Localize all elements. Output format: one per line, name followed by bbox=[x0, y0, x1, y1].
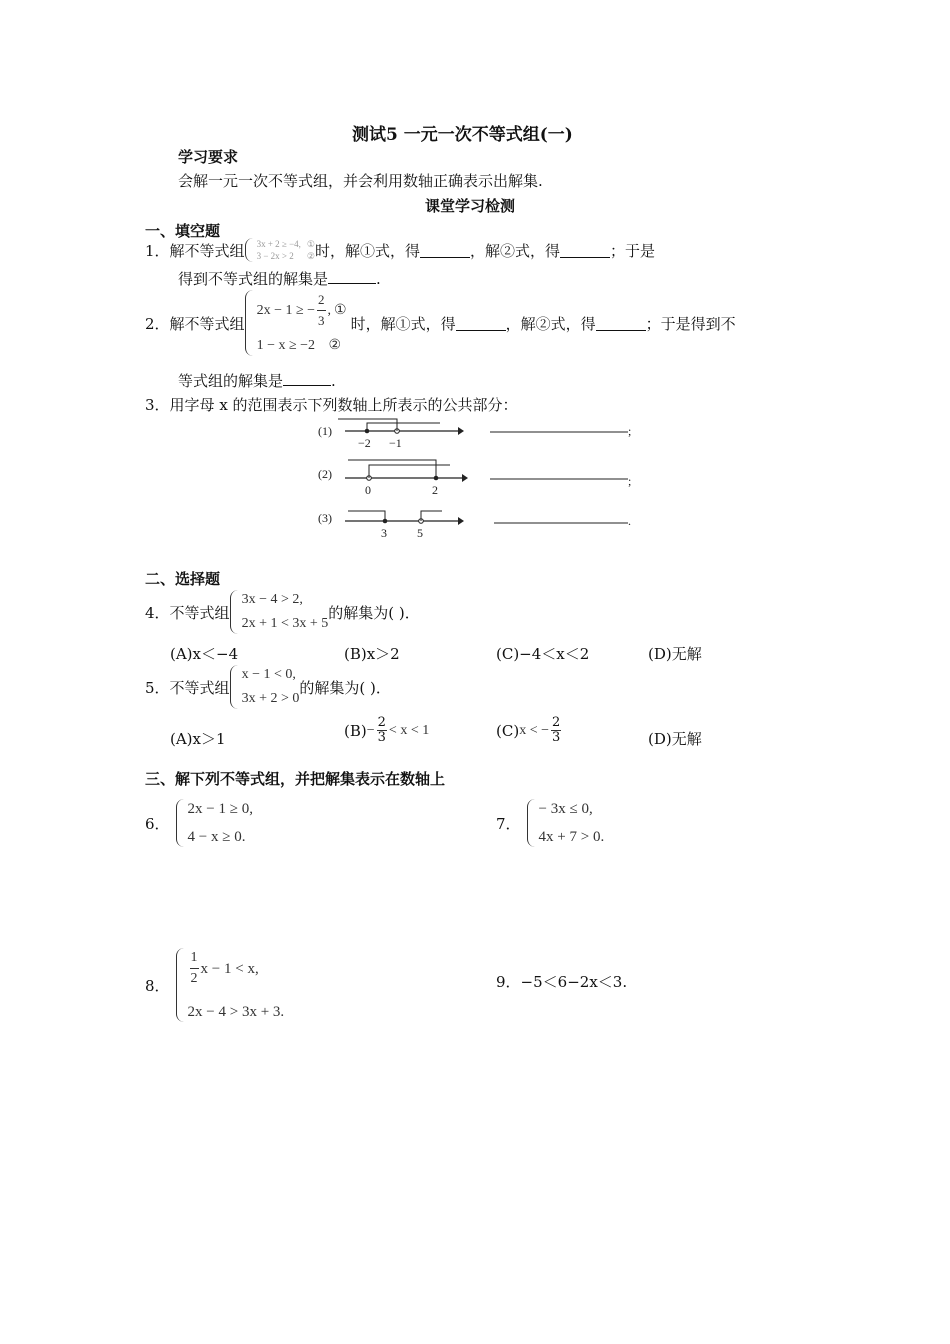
page-title: 测试5 一元一次不等式组(一) bbox=[352, 125, 573, 145]
q9-number: 9． bbox=[496, 973, 521, 991]
q5-option-c-pre: x < − bbox=[519, 722, 549, 738]
q4-prefix: 不等式组 bbox=[169, 603, 230, 622]
number-line-2-tick-b: 2 bbox=[432, 483, 438, 497]
q5-option-b-rest: < x < 1 bbox=[388, 722, 430, 738]
q2-frac-num: 2 bbox=[317, 290, 326, 311]
q1-line2 bbox=[178, 268, 381, 289]
number-line-3-ray-left bbox=[348, 511, 385, 521]
q2-number: 2． bbox=[145, 314, 170, 333]
q5-option-b-den: 3 bbox=[377, 730, 386, 745]
q8-brace bbox=[176, 948, 185, 1022]
q1-line2-text: 得到不等式组的解集是 bbox=[178, 270, 329, 288]
q7-sys-line2: 4x + 7 > 0. bbox=[538, 829, 605, 845]
number-line-3-arrow bbox=[458, 517, 464, 525]
q5-brace bbox=[230, 665, 239, 709]
q8-frac-den: 2 bbox=[190, 971, 198, 986]
question-9 bbox=[496, 971, 627, 992]
number-line-1-ray-right bbox=[367, 423, 440, 431]
q2-line2 bbox=[178, 370, 336, 391]
q4-suffix: 的解集为( )． bbox=[328, 603, 420, 622]
q5-option-b[interactable] bbox=[344, 716, 429, 745]
q4-sys-line2: 2x + 1 < 3x + 5 bbox=[241, 616, 329, 631]
q1-sys-line2: 3 − 2x > 2 bbox=[256, 251, 294, 261]
question-8 bbox=[145, 948, 284, 1022]
number-line-1-end: ; bbox=[628, 424, 632, 438]
q1-end: . bbox=[376, 270, 381, 288]
number-line-1-tick-b: −1 bbox=[389, 436, 402, 450]
q7-sys-line1: − 3x ≤ 0, bbox=[538, 801, 593, 817]
q1-system bbox=[245, 238, 315, 262]
number-line-3-tick-b: 5 bbox=[417, 526, 423, 540]
number-lines-figure bbox=[310, 415, 650, 545]
q2-frac-den: 3 bbox=[318, 313, 325, 328]
q4-brace bbox=[230, 590, 239, 634]
q2-sys-line2-text: 1 − x ≥ −2 bbox=[256, 338, 316, 353]
q5-sys-line1: x − 1 < 0, bbox=[241, 667, 296, 682]
q1-blank1[interactable] bbox=[420, 243, 470, 258]
question-7 bbox=[496, 799, 604, 847]
q4-number: 4． bbox=[145, 603, 170, 622]
q1-number: 1． bbox=[145, 241, 170, 260]
q2-blank1[interactable] bbox=[456, 316, 506, 331]
q2-system bbox=[245, 290, 347, 356]
q8-frac-num: 1 bbox=[190, 948, 199, 969]
q5-option-a[interactable]: (A)x＞1 bbox=[170, 730, 226, 748]
q2-text3: ；于是得到不 bbox=[645, 314, 736, 333]
q5-option-b-label: (B) bbox=[344, 721, 367, 740]
number-line-3-label: (3) bbox=[318, 511, 332, 525]
q5-number: 5． bbox=[145, 678, 170, 697]
part3-heading: 三、解下列不等式组，并把解集表示在数轴上 bbox=[145, 770, 446, 788]
requirements-text: 会解一元一次不等式组，并会利用数轴正确表示出解集. bbox=[178, 172, 543, 190]
q5-option-b-fraction bbox=[377, 716, 387, 745]
q3-text: 用字母 x 的范围表示下列数轴上所表示的公共部分： bbox=[169, 396, 518, 414]
q2-text1: 时，解①式，得 bbox=[350, 314, 456, 333]
q8-number: 8． bbox=[145, 976, 170, 995]
question-2 bbox=[145, 290, 736, 356]
q2-end: . bbox=[331, 372, 336, 390]
q6-brace bbox=[176, 799, 185, 847]
q1-text2: ，解②式，得 bbox=[470, 241, 561, 260]
question-1 bbox=[145, 238, 655, 262]
q8-sys-line1 bbox=[188, 948, 285, 989]
q1-mark1: ① bbox=[306, 239, 315, 249]
q2-sys-line1 bbox=[257, 290, 347, 331]
q7-system bbox=[527, 799, 605, 847]
q2-fraction bbox=[317, 290, 326, 331]
part2-heading: 二、选择题 bbox=[145, 570, 221, 588]
q2-line2-text: 等式组的解集是 bbox=[178, 372, 284, 390]
number-line-2-label: (2) bbox=[318, 467, 332, 481]
q3-number: 3． bbox=[145, 396, 170, 414]
q9-text: −5＜6−2x＜3. bbox=[520, 973, 628, 991]
q5-option-b-minus: − bbox=[366, 722, 375, 738]
q2-brace bbox=[245, 290, 254, 356]
q4-system bbox=[230, 590, 329, 634]
q2-blank3[interactable] bbox=[283, 371, 331, 386]
q5-sys-line2: 3x + 2 > 0 bbox=[241, 691, 300, 706]
q5-suffix: 的解集为( )． bbox=[299, 678, 391, 697]
number-line-2-arrow bbox=[462, 474, 468, 482]
q2-blank2[interactable] bbox=[596, 316, 646, 331]
number-line-2-ray-right bbox=[369, 465, 450, 478]
number-line-2-ray-left bbox=[348, 460, 436, 478]
q8-system bbox=[176, 948, 285, 1022]
q4-sys-line1: 3x − 4 > 2, bbox=[241, 592, 303, 607]
q4-option-a[interactable]: (A)x＜−4 bbox=[170, 645, 239, 663]
number-line-3-end: . bbox=[628, 514, 631, 528]
q2-sys-line1-a: 2x − 1 ≥ − bbox=[256, 302, 316, 318]
q1-blank2[interactable] bbox=[560, 243, 610, 258]
q2-sys-line1-b: , bbox=[327, 302, 332, 318]
number-line-1-arrow bbox=[458, 427, 464, 435]
number-line-3-tick-a: 3 bbox=[381, 526, 387, 540]
q2-sys-line2 bbox=[257, 336, 347, 356]
q6-system bbox=[176, 799, 253, 847]
part1-heading: 一、填空题 bbox=[145, 222, 221, 240]
q2-mark2: ② bbox=[328, 338, 342, 353]
q5-option-c[interactable] bbox=[496, 716, 563, 745]
q5-option-c-den: 3 bbox=[551, 730, 561, 745]
q6-sys-line1: 2x − 1 ≥ 0, bbox=[187, 801, 253, 817]
q1-brace bbox=[245, 238, 254, 262]
q5-option-c-fraction bbox=[551, 716, 561, 745]
q5-system bbox=[230, 665, 300, 709]
q6-number: 6． bbox=[145, 814, 170, 833]
q5-prefix: 不等式组 bbox=[169, 678, 230, 697]
q4-option-c[interactable]: (C)−4＜x＜2 bbox=[496, 645, 590, 663]
q7-number: 7． bbox=[496, 814, 521, 833]
q5-option-d[interactable]: (D)无解 bbox=[648, 730, 702, 748]
q4-option-d[interactable]: (D)无解 bbox=[648, 645, 702, 663]
q4-option-b[interactable]: (B)x＞2 bbox=[344, 645, 400, 663]
q1-blank3[interactable] bbox=[328, 269, 376, 284]
q1-sys-line1: 3x + 2 ≥ −4, bbox=[256, 239, 301, 249]
q8-fraction bbox=[190, 948, 199, 989]
q2-mark1: ① bbox=[334, 302, 347, 318]
number-line-2-tick-a: 0 bbox=[365, 483, 371, 497]
q6-sys-line2: 4 − x ≥ 0. bbox=[187, 829, 246, 845]
q1-prefix: 解不等式组 bbox=[169, 241, 245, 260]
number-line-2-end: ; bbox=[628, 474, 632, 488]
q2-prefix: 解不等式组 bbox=[169, 314, 245, 333]
number-line-1-label: (1) bbox=[318, 424, 332, 438]
q1-mark2: ② bbox=[306, 251, 315, 261]
q5-option-c-label: (C) bbox=[496, 721, 520, 740]
question-4 bbox=[145, 590, 420, 634]
classroom-heading: 课堂学习检测 bbox=[425, 197, 516, 215]
question-6 bbox=[145, 799, 253, 847]
q7-brace bbox=[527, 799, 536, 847]
number-line-3-ray-right bbox=[421, 511, 442, 521]
question-3 bbox=[145, 394, 518, 415]
requirements-heading: 学习要求 bbox=[178, 148, 239, 166]
number-line-1-tick-a: −2 bbox=[358, 436, 371, 450]
q1-text1: 时，解①式，得 bbox=[314, 241, 420, 260]
q1-text3: ；于是 bbox=[610, 241, 656, 260]
q5-option-b-num: 2 bbox=[377, 715, 386, 730]
q8-sys-line2: 2x − 4 > 3x + 3. bbox=[187, 1004, 285, 1020]
question-5 bbox=[145, 665, 391, 709]
q2-text2: ，解②式，得 bbox=[505, 314, 596, 333]
q8-sys-line1-rest: x − 1 < x, bbox=[200, 960, 259, 977]
q5-option-c-num: 2 bbox=[551, 715, 561, 730]
